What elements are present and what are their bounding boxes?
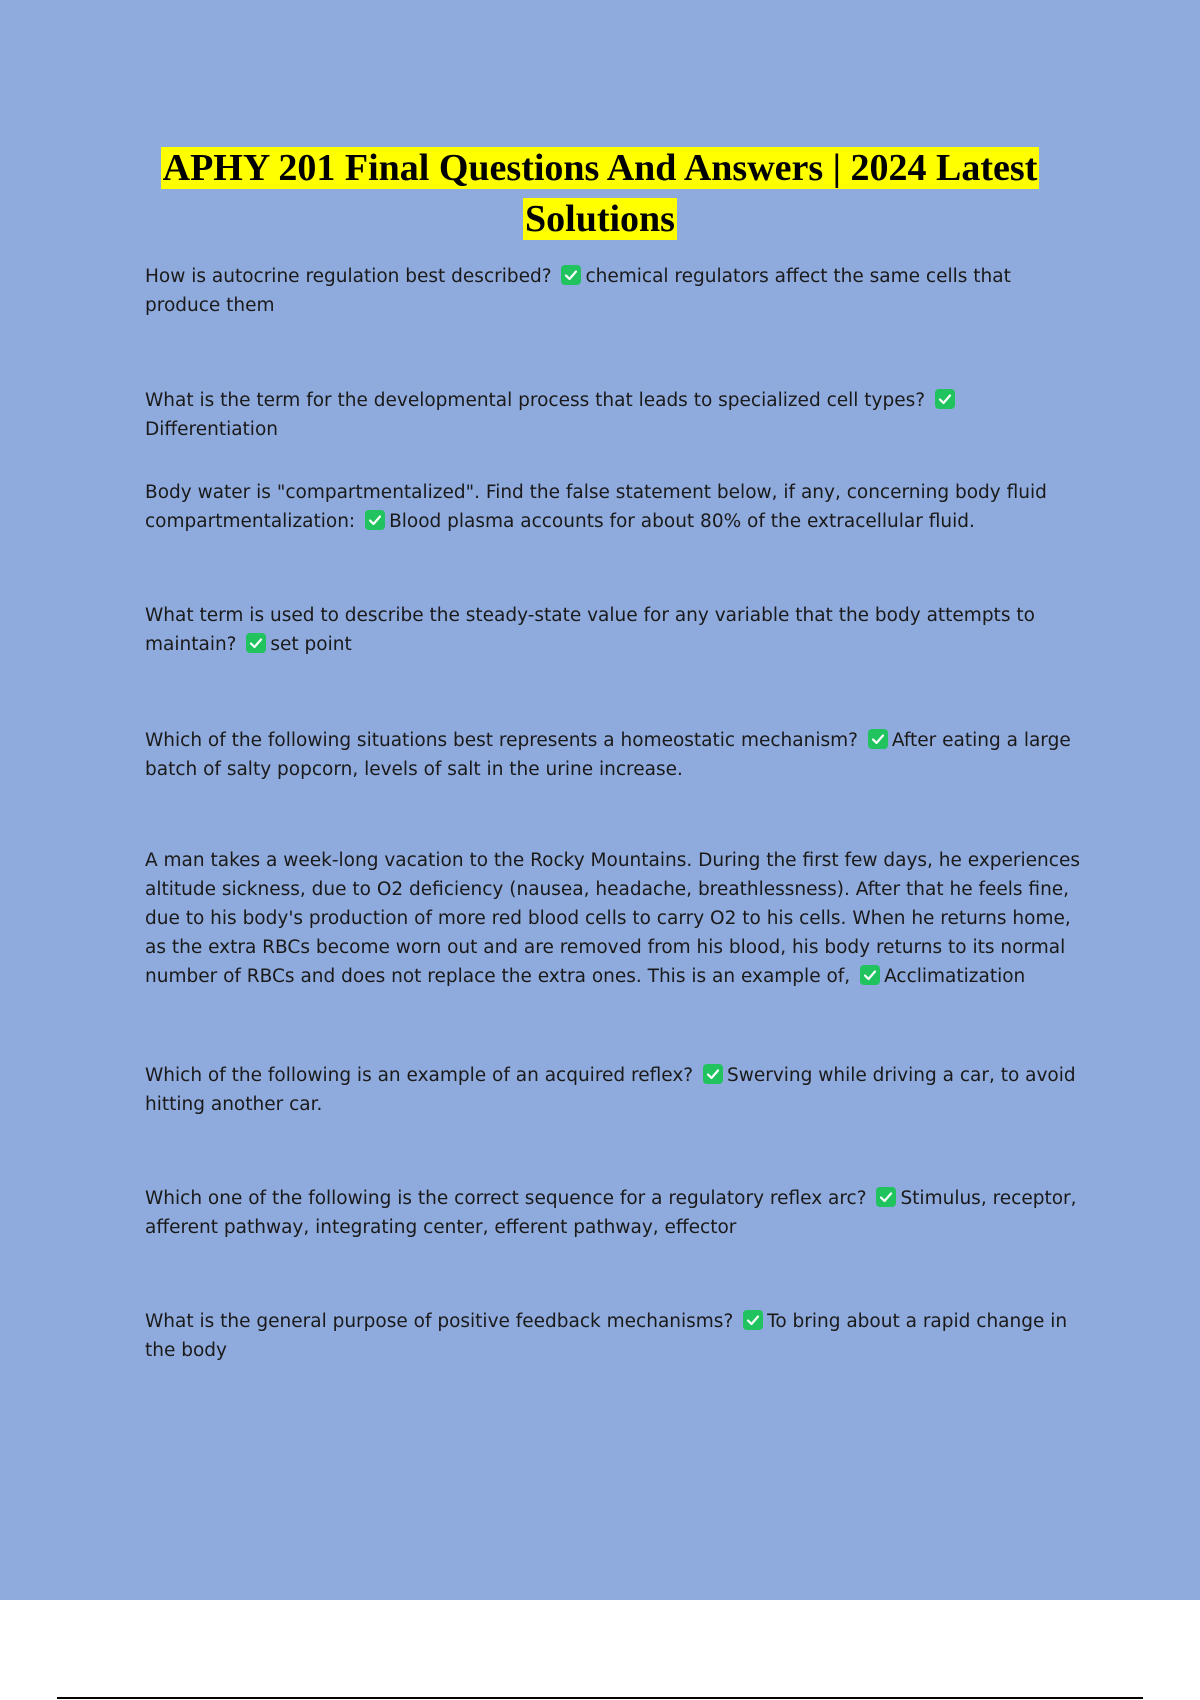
qa-item [145,1184,1080,1242]
question-text: How is autocrine regulation best described? [145,266,552,287]
check-mark-icon [743,1310,763,1330]
check-mark-icon [935,389,955,409]
answer-text: Stimulus, receptor, afferent pathway, integrating center, efferent pathway, effector [145,1188,1077,1238]
answer-text: Swerving while driving a car, to avoid hitting another car. [145,1065,1076,1115]
check-mark-icon [365,510,385,530]
qa-item [145,1061,1080,1119]
footer-divider [57,1697,1143,1699]
title-line-2: Solutions [525,198,675,240]
question-text: Body water is "compartmentalized". Find the false statement below, if any, concerning body fluid compartmentalization: [145,482,1047,532]
question-text: A man takes a week-long vacation to the Rocky Mountains. During the first few days, he experiences altitude sickness, due to O2 deficiency (nausea, headache, breathlessness). After that he feels fine, due to his body's production of more red blood cells to carry O2 to his cells. When he returns home, as the extra RBCs become worn out and are removed from his blood, his body returns to its normal number of RBCs and does not replace the extra ones. This is an example of, [145,850,1080,987]
answer-text: Acclimatization [884,966,1026,987]
question-text: Which of the following is an example of an acquired reflex? [145,1065,694,1086]
question-text: Which one of the following is the correct sequence for a regulatory reflex arc? [145,1188,867,1209]
check-mark-icon [868,729,888,749]
answer-text: To bring about a rapid change in the body [145,1311,1068,1361]
answer-text: chemical regulators affect the same cells that produce them [145,266,1011,316]
qa-item [145,478,1080,536]
qa-item [145,386,1080,444]
question-text: What is the general purpose of positive feedback mechanisms? [145,1311,734,1332]
title-line-1: APHY 201 Final Questions And Answers | 2024 Latest [162,147,1038,189]
answer-text: Blood plasma accounts for about 80% of the extracellular fluid. [389,511,975,532]
qa-item [145,1307,1080,1365]
check-mark-icon [876,1187,896,1207]
qa-item [145,726,1080,784]
check-mark-icon [860,965,880,985]
check-mark-icon [246,633,266,653]
answer-text: Differentiation [145,419,278,440]
question-text: What term is used to describe the steady-state value for any variable that the body attempts to maintain? [145,605,1035,655]
question-text: What is the term for the developmental process that leads to specialized cell types? [145,390,926,411]
check-mark-icon [561,265,581,285]
qa-item [145,262,1080,320]
answer-text: set point [270,634,352,655]
page-title [110,143,1090,245]
qa-item [145,601,1080,659]
question-text: Which of the following situations best represents a homeostatic mechanism? [145,730,858,751]
answer-text: After eating a large batch of salty popcorn, levels of salt in the urine increase. [145,730,1071,780]
qa-item [145,846,1080,991]
check-mark-icon [703,1064,723,1084]
